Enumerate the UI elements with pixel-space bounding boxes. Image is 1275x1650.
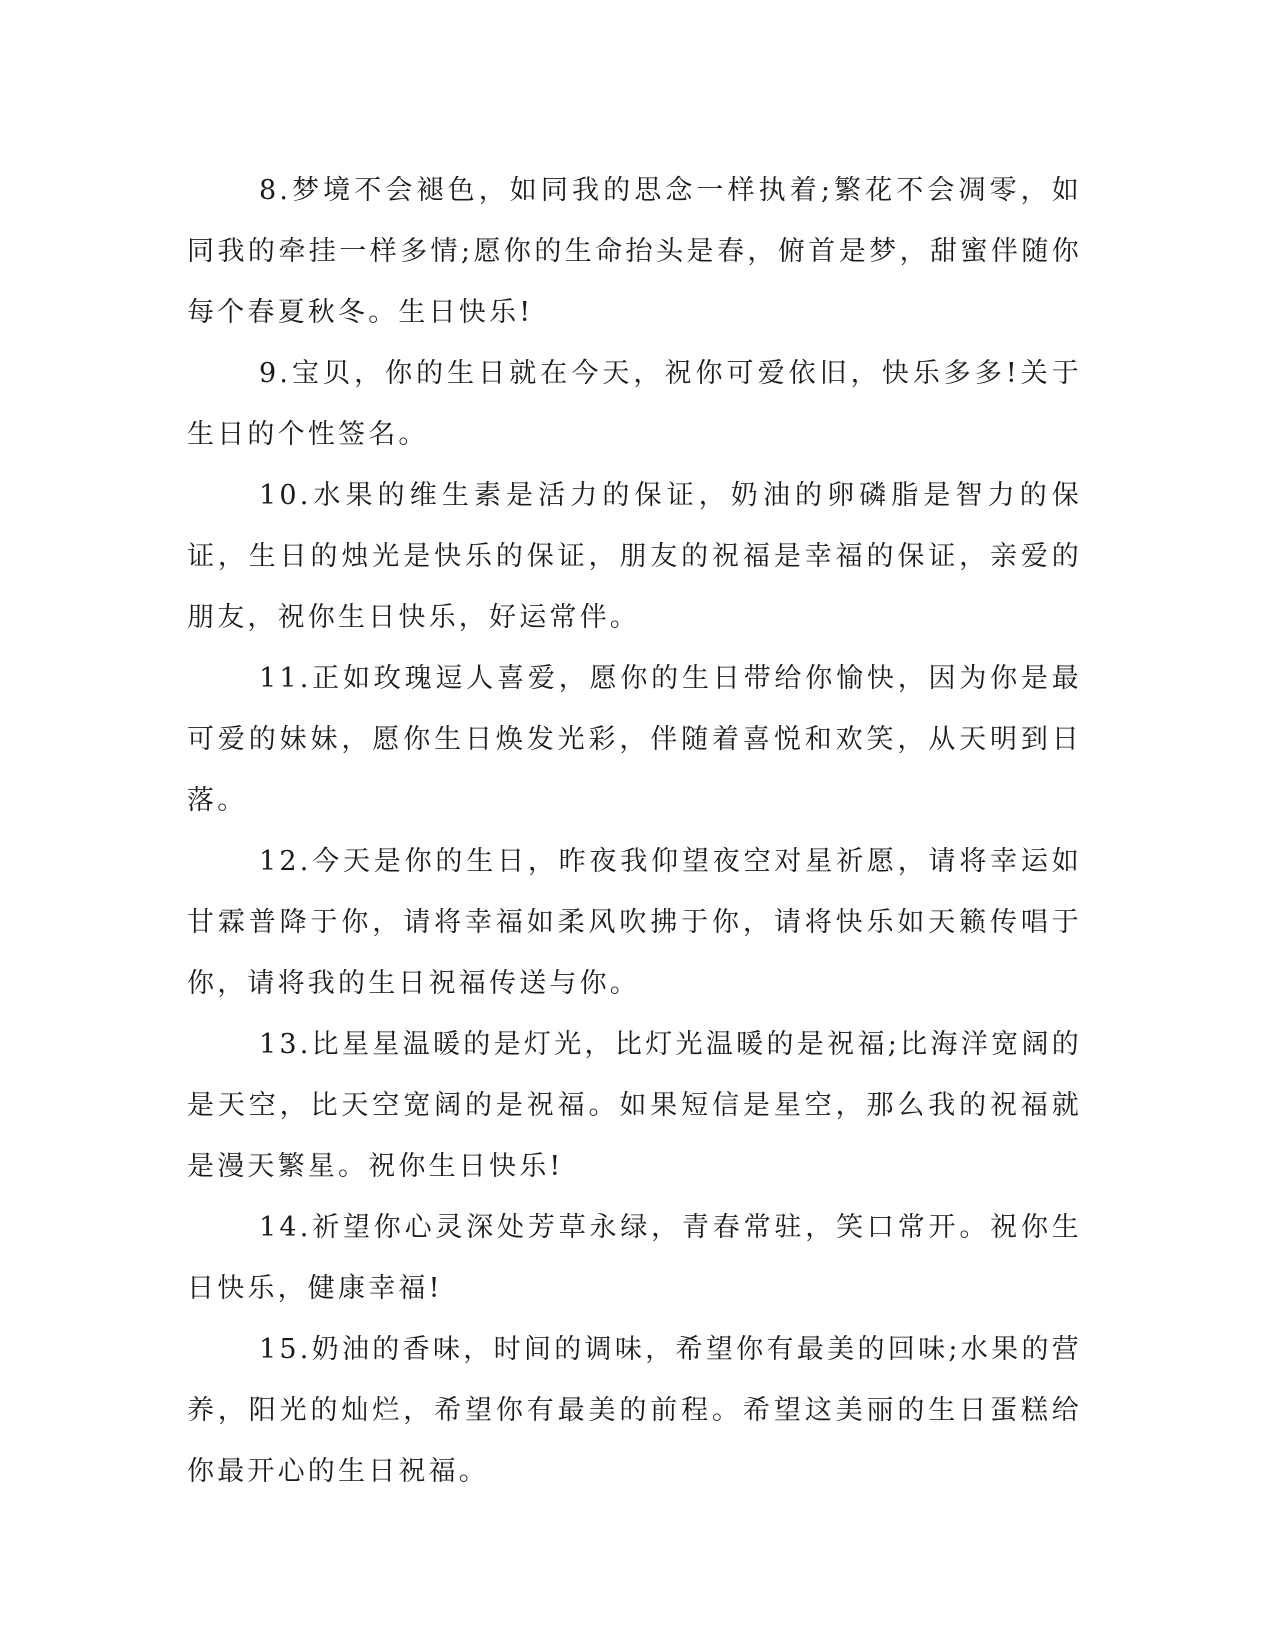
paragraph-13: 13.比星星温暖的是灯光，比灯光温暖的是祝福;比海洋宽阔的是天空，比天空宽阔的是祝福。如果短信是星空，那么我的祝福就是漫天繁星。祝你生日快乐! — [187, 1029, 1082, 1182]
document-page — [187, 160, 1082, 1502]
paragraph-9: 9.宝贝，你的生日就在今天，祝你可爱依旧，快乐多多!关于生日的个性签名。 — [187, 358, 1082, 450]
paragraph-10: 10.水果的维生素是活力的保证，奶油的卵磷脂是智力的保证，生日的烛光是快乐的保证，朋友的祝福是幸福的保证，亲爱的朋友，祝你生日快乐，好运常伴。 — [187, 480, 1082, 633]
paragraph-12: 12.今天是你的生日，昨夜我仰望夜空对星祈愿，请将幸运如甘霖普降于你，请将幸福如柔风吹拂于你，请将快乐如天籁传唱于你，请将我的生日祝福传送与你。 — [187, 846, 1082, 999]
paragraph-15: 15.奶油的香味，时间的调味，希望你有最美的回味;水果的营养，阳光的灿烂，希望你有最美的前程。希望这美丽的生日蛋糕给你最开心的生日祝福。 — [187, 1334, 1082, 1487]
paragraph-8: 8.梦境不会褪色，如同我的思念一样执着;繁花不会凋零，如同我的牵挂一样多情;愿你的生命抬头是春，俯首是梦，甜蜜伴随你每个春夏秋冬。生日快乐! — [187, 175, 1082, 328]
paragraph-14: 14.祈望你心灵深处芳草永绿，青春常驻，笑口常开。祝你生日快乐，健康幸福! — [187, 1212, 1082, 1304]
paragraph-11: 11.正如玫瑰逗人喜爱，愿你的生日带给你愉快，因为你是最可爱的妹妹，愿你生日焕发光彩，伴随着喜悦和欢笑，从天明到日落。 — [187, 663, 1082, 816]
